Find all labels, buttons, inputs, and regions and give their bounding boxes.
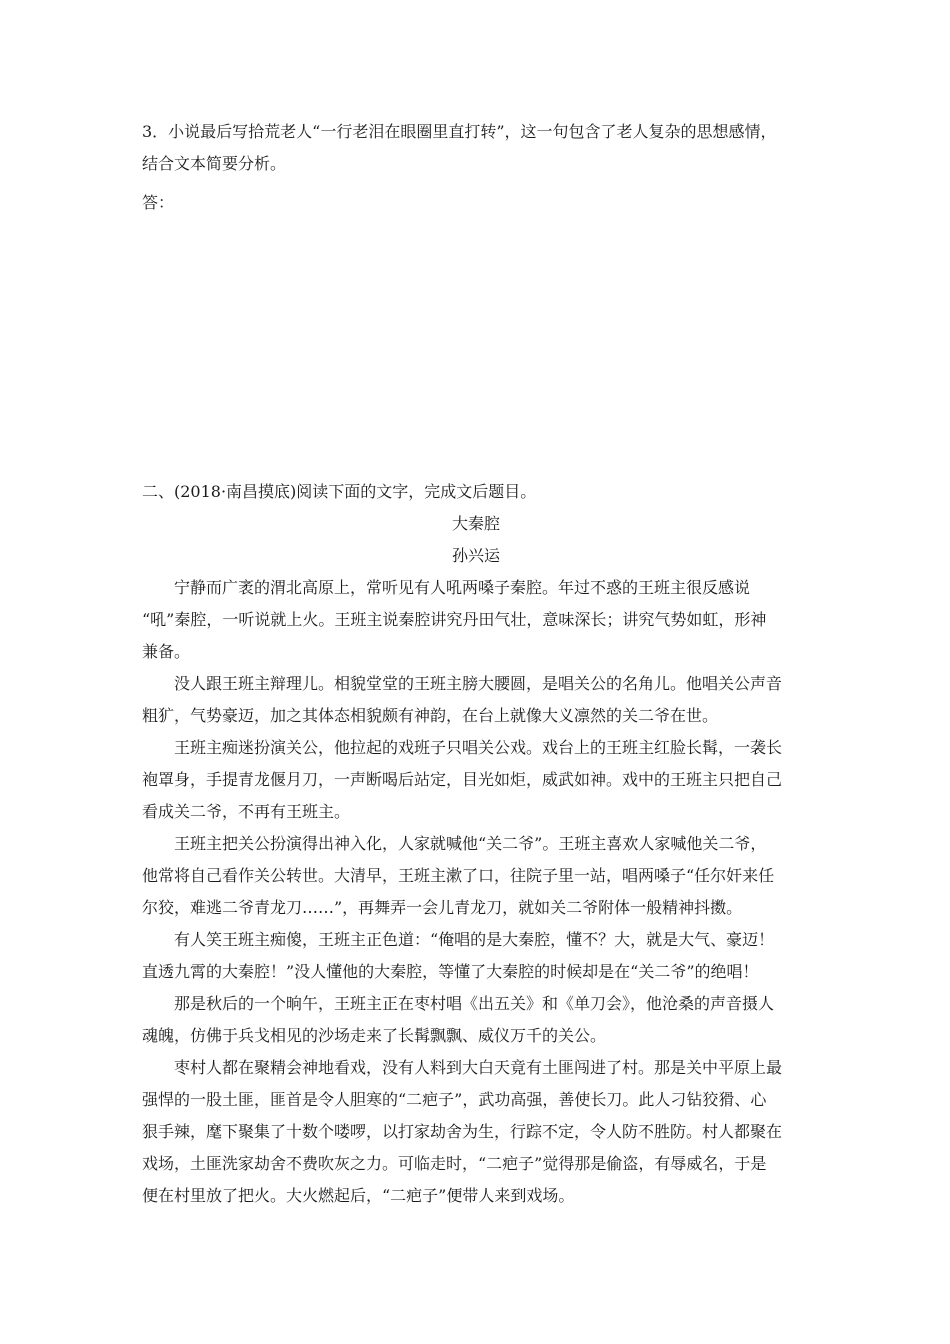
paragraph-line: 戏场，土匪洗家劫舍不费吹灰之力。可临走时，“二疤子”觉得那是偷盗，有辱威名，于是 — [142, 1154, 767, 1173]
paragraph-line: 袍罩身，手提青龙偃月刀，一声断喝后站定，目光如炬，威武如神。戏中的王班主只把自己 — [142, 770, 783, 789]
paragraph-line: 狠手辣，麾下聚集了十数个喽啰，以打家劫舍为生，行踪不定，令人防不胜防。村人都聚在 — [142, 1122, 783, 1141]
paragraph-4 — [142, 828, 810, 924]
question-3-line-2: 结合文本简要分析。 — [142, 154, 287, 173]
paragraph-line: 粗犷，气势豪迈，加之其体态相貌颇有神韵，在台上就像大义凛然的关二爷在世。 — [142, 706, 719, 725]
paragraph-line: 有人笑王班主痴傻，王班主正色道：“俺唱的是大秦腔，懂不？大，就是大气、豪迈！ — [174, 930, 775, 949]
paragraph-line: 魂魄，仿佛于兵戈相见的沙场走来了长髯飘飘、威仪万千的关公。 — [142, 1026, 607, 1045]
paragraph-line: 他常将自己看作关公转世。大清早，王班主漱了口，往院子里一站，唱两嗓子“任尔奸来任 — [142, 866, 775, 885]
section-2 — [142, 476, 810, 1212]
question-3 — [142, 116, 810, 180]
paragraph-line: 那是秋后的一个晌午，王班主正在枣村唱《出五关》和《单刀会》，他沧桑的声音摄人 — [174, 994, 775, 1013]
paragraph-line: 枣村人都在聚精会神地看戏，没有人料到大白天竟有土匪闯进了村。那是关中平原上最 — [174, 1058, 783, 1077]
paragraph-6 — [142, 988, 810, 1052]
section-2-intro: 二、(2018·南昌摸底)阅读下面的文字，完成文后题目。 — [142, 482, 537, 501]
paragraph-line: 强悍的一股土匪，匪首是令人胆寒的“二疤子”，武功高强，善使长刀。此人刁钻狡猾、心 — [142, 1090, 767, 1109]
paragraph-line: 兼备。 — [142, 642, 191, 661]
paragraph-2 — [142, 668, 810, 732]
answer-label: 答： — [142, 193, 175, 212]
article-author: 孙兴运 — [451, 546, 500, 565]
paragraph-line: 看成关二爷，不再有王班主。 — [142, 802, 351, 821]
paragraph-line: “吼”秦腔，一听说就上火。王班主说秦腔讲究丹田气壮，意味深长；讲究气势如虹，形神 — [142, 610, 767, 629]
paragraph-line: 王班主痴迷扮演关公，他拉起的戏班子只唱关公戏。戏台上的王班主红脸长髯，一袭长 — [174, 738, 783, 757]
paragraph-line: 尔狡，难逃二爷青龙刀……”，再舞弄一会儿青龙刀，就如关二爷附体一般精神抖擞。 — [142, 898, 743, 917]
paragraph-3 — [142, 732, 810, 828]
paragraph-5 — [142, 924, 810, 988]
article-title: 大秦腔 — [451, 514, 500, 533]
question-3-line-1: 3．小说最后写拾荒老人“一行老泪在眼圈里直打转”，这一句包含了老人复杂的思想感情， — [142, 122, 777, 141]
paragraph-line: 便在村里放了把火。大火燃起后，“二疤子”便带人来到戏场。 — [142, 1186, 575, 1205]
paragraph-line: 宁静而广袤的渭北高原上，常听见有人吼两嗓子秦腔。年过不惑的王班主很反感说 — [174, 578, 751, 597]
paragraph-7 — [142, 1052, 810, 1212]
paragraph-line: 没人跟王班主辩理儿。相貌堂堂的王班主膀大腰圆，是唱关公的名角儿。他唱关公声音 — [174, 674, 783, 693]
paragraph-line: 王班主把关公扮演得出神入化，人家就喊他“关二爷”。王班主喜欢人家喊他关二爷， — [174, 834, 767, 853]
paragraph-1 — [142, 572, 810, 668]
paragraph-line: 直透九霄的大秦腔！”没人懂他的大秦腔，等懂了大秦腔的时候却是在“关二爷”的绝唱！ — [142, 962, 759, 981]
